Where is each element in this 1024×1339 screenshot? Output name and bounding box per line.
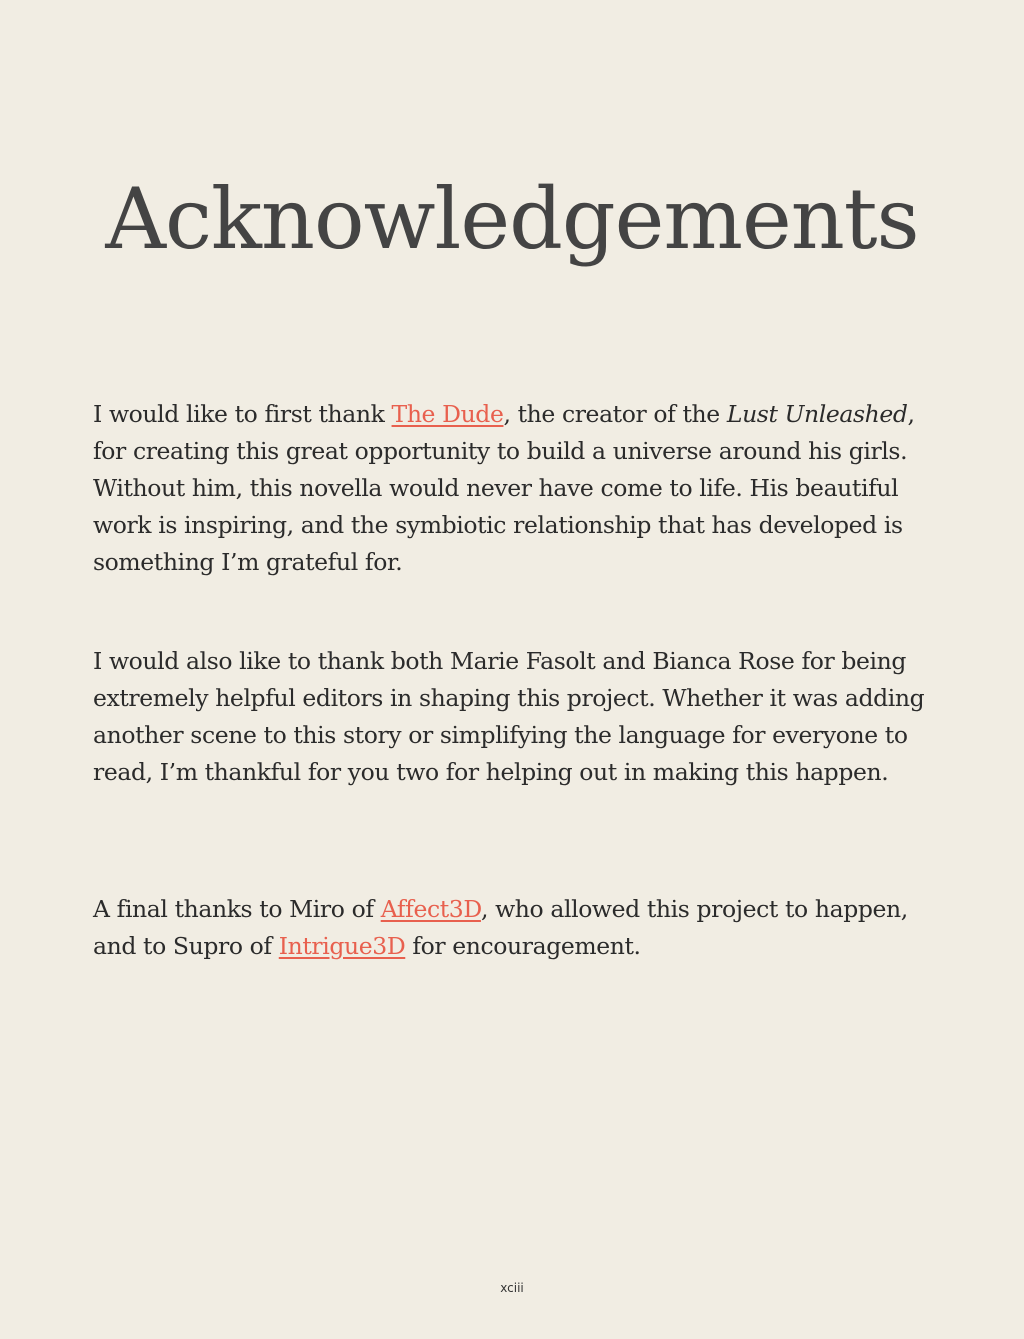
link-the-dude[interactable]: The Dude — [391, 400, 504, 428]
text: for encouragement. — [405, 932, 641, 960]
page-number: xciii — [500, 1281, 524, 1295]
text: , the creator of the — [503, 400, 727, 428]
link-affect3d[interactable]: Affect3D — [380, 895, 481, 923]
page-title: Acknowledgements — [105, 170, 919, 268]
link-intrigue3d[interactable]: Intrigue3D — [278, 932, 406, 960]
text: A final thanks to Miro of — [93, 895, 381, 923]
paragraph-final-thanks — [93, 891, 933, 965]
text: , for creating this great opportunity to build a universe around his girls. Without him, this novella would never have come to life. His beautiful work is inspiring, and the symbiotic relationship that has developed is something I’m grateful for. — [93, 400, 915, 576]
text: I would like to first thank — [93, 400, 392, 428]
paragraph-thanks-creator — [93, 396, 933, 581]
text: , who allowed this project to happen, and to Supro of — [93, 895, 908, 960]
paragraph-thanks-editors: I would also like to thank both Marie Fasolt and Bianca Rose for being extremely helpful editors in shaping this project. Whether it was adding another scene to this story or simplifying the language for everyone to read, I’m thankful for you two for helping out in making this happen. — [93, 647, 925, 786]
work-title: Lust Unleashed — [726, 400, 908, 428]
